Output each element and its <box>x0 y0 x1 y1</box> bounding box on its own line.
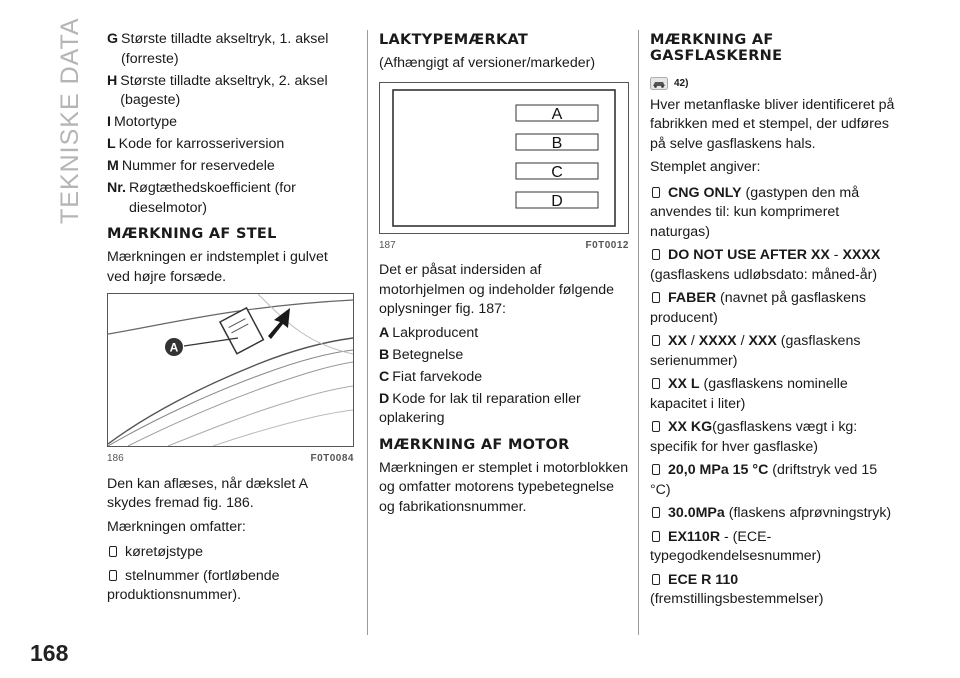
list-item: 30.0MPa (flaskens afprøvningstryk) <box>650 504 900 524</box>
bullet-box-icon <box>652 292 660 303</box>
section-title: TEKNISKE DATA <box>56 17 84 224</box>
list-item: ECE R 110 (fremstillingsbestemmelser) <box>650 571 824 607</box>
def-item: Nr. Røgtæthedskoefficient (for dieselmotor) <box>107 180 296 216</box>
figure-code: F0T0012 <box>585 239 629 251</box>
list-item: EX110R - (ECE-typegodkendelsesnummer) <box>650 528 822 564</box>
def-item: C Fiat farvekode <box>379 368 483 385</box>
bullet-box-icon <box>652 574 660 585</box>
warning-reference: 42) <box>650 74 900 94</box>
def-item: D Kode for lak til reparation eller oplakering <box>379 390 581 426</box>
list-item: 20,0 MPa 15 °C (driftstryk ved 15 °C) <box>650 462 878 498</box>
list-item: XX KG(gasflaskens vægt i kg: specifik for hver gasflaske) <box>650 419 858 455</box>
figure-caption <box>107 449 354 469</box>
bullet-box-icon <box>652 335 660 346</box>
def-item: B Betegnelse <box>379 346 464 363</box>
figure-code: F0T0084 <box>310 453 354 464</box>
bullet-box-icon <box>652 464 660 475</box>
paragraph: Mærkningen er stemplet i motorblokken og omfatter motorens typebetegnelse og fabrikationsnummer. <box>379 459 629 515</box>
page-number: 168 <box>30 640 69 666</box>
heading-paint-label: LAKTYPEMÆRKAT <box>379 32 529 48</box>
bullet-box-icon <box>652 378 660 389</box>
list-item: XX / XXXX / XXX (gasflaskens serienummer) <box>650 333 861 369</box>
column-2 <box>379 30 629 521</box>
figure-187 <box>379 82 629 234</box>
paragraph: Mærkningen omfatter: <box>107 518 246 535</box>
list-item: køretøjstype <box>107 543 354 563</box>
field-c-label: C <box>551 163 563 181</box>
field-a-label: A <box>551 105 563 123</box>
paragraph: Den kan aflæses, når dækslet A skydes fremad fig. 186. <box>107 475 308 511</box>
figure-186 <box>107 293 354 447</box>
def-item: M Nummer for reservedele <box>107 158 275 174</box>
def-item: I Motortype <box>107 114 178 130</box>
bullet-box-icon <box>652 531 660 542</box>
chassis-floor-illustration <box>108 294 353 446</box>
figure-caption <box>379 236 629 256</box>
bullet-box-icon <box>652 249 660 260</box>
list-item: stelnummer (fortløbende produktionsnummer). <box>107 567 280 603</box>
callout-a-label: A <box>169 340 179 355</box>
warning-car-icon <box>650 77 668 90</box>
bullet-box-icon <box>109 546 117 557</box>
bullet-box-icon <box>109 570 117 581</box>
arrow-icon <box>268 308 290 339</box>
list-item: CNG ONLY (gastypen den må anvendes til: kun komprimeret naturgas) <box>650 184 860 240</box>
paragraph: (Afhængigt af versioner/markeder) <box>379 55 596 71</box>
paragraph: Mærkningen er indstemplet i gulvet ved højre forsæde. <box>107 249 328 285</box>
paint-label-illustration <box>380 83 628 233</box>
list-item: FABER (navnet på gasflaskens producent) <box>650 290 866 326</box>
heading-gas-cylinder-marking: MÆRKNING AF GASFLASKERNE <box>650 32 783 64</box>
figure-number: 187 <box>379 239 396 251</box>
field-d-label: D <box>551 192 563 210</box>
paragraph: Hver metanflaske bliver identificeret på fabrikken med et stempel, der udføres på selve gasflaskens hals. <box>650 96 895 152</box>
column-divider <box>367 30 368 635</box>
def-item: G Største tilladte akseltryk, 1. aksel (forreste) <box>107 31 329 67</box>
paragraph: Det er påsat indersiden af motorhjelmen og indeholder følgende oplysninger fig. 187: <box>379 262 615 317</box>
list-item: XX L (gasflaskens nominelle kapacitet i liter) <box>650 376 848 412</box>
list-item: DO NOT USE AFTER XX - XXXX (gasflaskens udløbsdato: måned-år) <box>650 247 881 283</box>
field-b-label: B <box>551 134 563 152</box>
def-item: A Lakproducent <box>379 324 479 341</box>
paragraph: Stemplet angiver: <box>650 159 761 175</box>
bullet-box-icon <box>652 187 660 198</box>
bullet-box-icon <box>652 507 660 518</box>
def-item: L Kode for karrosseriversion <box>107 136 285 152</box>
bullet-box-icon <box>652 421 660 432</box>
column-3 <box>650 30 900 614</box>
def-item: H Største tilladte akseltryk, 2. aksel (bageste) <box>107 72 328 108</box>
column-1 <box>107 30 354 610</box>
heading-engine-marking: MÆRKNING AF MOTOR <box>379 436 570 453</box>
column-divider <box>638 30 639 635</box>
figure-number: 186 <box>107 453 124 464</box>
heading-chassis-marking: MÆRKNING AF STEL <box>107 226 277 242</box>
